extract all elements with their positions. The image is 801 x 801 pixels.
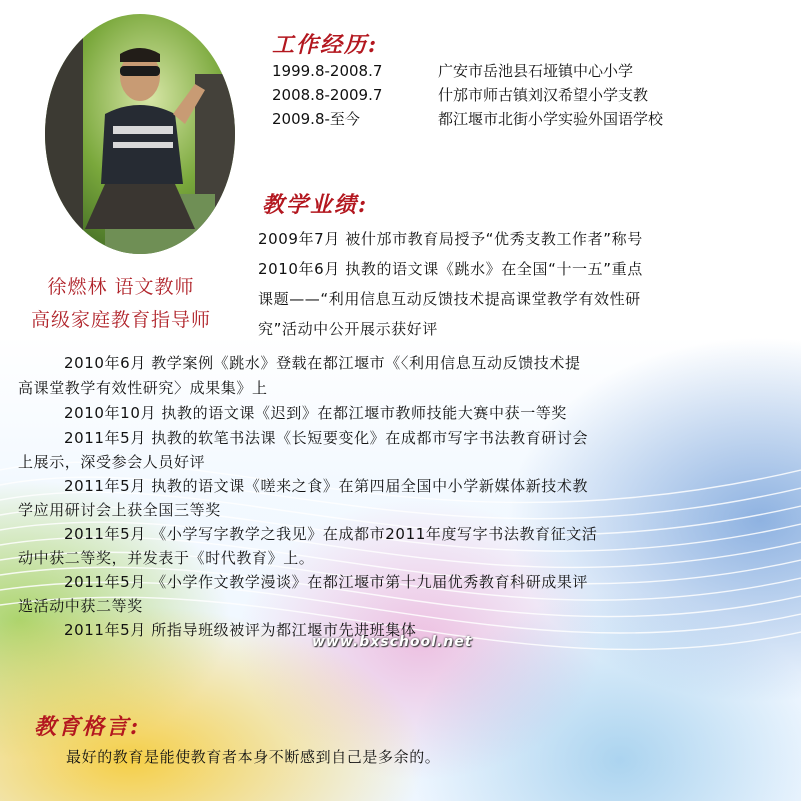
achievement-line: 2010年10月 执教的语文课《迟到》在都江堰市教师技能大赛中获一等奖 [64, 404, 568, 422]
work-date: 2008.8-2009.7 [272, 86, 383, 104]
achievement-line: 上展示，深受参会人员好评 [18, 453, 206, 471]
work-place: 都江堰市北街小学实验外国语学校 [438, 110, 664, 128]
teacher-name-caption: 徐燃林 语文教师 [47, 276, 195, 298]
achievement-line: 2011年5月 执教的软笔书法课《长短要变化》在成都市写字书法教育研讨会 [64, 429, 589, 447]
motto-heading: 教育格言: [34, 714, 141, 740]
work-date: 2009.8-至今 [272, 110, 360, 128]
achievement-line: 课题——“利用信息互动反馈技术提高课堂教学有效性研 [258, 290, 641, 308]
achievement-line: 动中获二等奖，并发表于《时代教育》上。 [18, 549, 315, 567]
work-history-row [272, 84, 648, 105]
work-history-row [272, 108, 663, 129]
achievement-line: 2011年5月 《小学写字教学之我见》在成都市2011年度写字书法教育征文活 [64, 525, 598, 543]
achievement-line: 选活动中获二等奖 [18, 597, 143, 615]
work-history-heading: 工作经历: [272, 32, 379, 58]
achievement-line: 2011年5月 《小学作文教学漫谈》在都江堰市第十九届优秀教育科研成果评 [64, 573, 589, 591]
achievement-line: 2011年5月 所指导班级被评为都江堰市先进班集体 [64, 621, 417, 639]
work-history-row [272, 60, 633, 81]
teacher-photo [45, 14, 235, 254]
teacher-title-caption: 高级家庭教育指导师 [30, 309, 211, 331]
achievement-line: 学应用研讨会上获全国三等奖 [18, 501, 221, 519]
work-place: 什邡市师古镇刘汉希望小学支教 [438, 86, 649, 104]
achievement-line: 究”活动中公开展示获好评 [258, 320, 438, 338]
achievement-line: 2010年6月 教学案例《跳水》登载在都江堰市《〈利用信息互动反馈技术提 [64, 354, 581, 372]
motto-text: 最好的教育是能使教育者本身不断感到自己是多余的。 [66, 748, 441, 766]
site-watermark: www.bxschool.net [312, 634, 473, 650]
achievements-heading: 教学业绩: [262, 192, 369, 218]
achievement-line: 2011年5月 执教的语文课《嗟来之食》在第四届全国中小学新媒体新技术教 [64, 477, 589, 495]
work-place: 广安市岳池县石垭镇中心小学 [438, 62, 634, 80]
achievement-line: 2009年7月 被什邡市教育局授予“优秀支教工作者”称号 [258, 230, 643, 248]
work-date: 1999.8-2008.7 [272, 62, 383, 80]
achievement-line: 高课堂教学有效性研究〉成果集》上 [18, 379, 268, 397]
achievement-line: 2010年6月 执教的语文课《跳水》在全国“十一五”重点 [258, 260, 643, 278]
